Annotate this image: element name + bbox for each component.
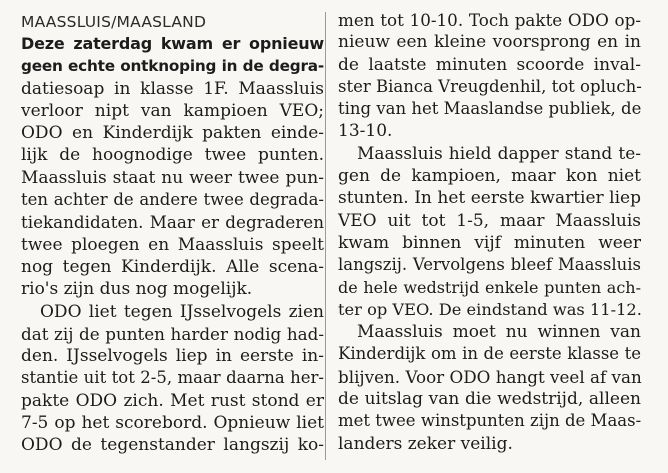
column-divider [325,12,326,460]
text-line: ODO liet tegen IJsselvogels zien [40,301,324,322]
text-line: stantie uit tot 2-5, maar daarna her- [21,368,324,388]
text-line: gen de kampioen, maar kon niet [338,166,641,187]
text-line: nieuw een kleine voorsprong en in [338,32,641,53]
text-line: verloor nipt van kampioen VEO; [21,100,324,121]
paragraph-intro [21,78,324,301]
text-line: twee ploegen en Maassluis speelt [21,234,324,255]
text-line: de hele wedstrijd enkele punten ach- [338,277,641,297]
paragraph-maassluis-veo [338,143,641,321]
paragraph-outlook [338,321,641,455]
text-line: datiesoap in klasse 1F. Maassluis [21,78,324,99]
article-left-column [21,11,324,457]
text-line: ster Bianca Vreugdenhil, tot opluch- [338,76,642,96]
lead-line: geen echte ontknoping in de degra- [21,57,324,76]
text-line: de laatste minuten scoorde inval- [338,54,641,75]
text-line: ter op VEO. De eindstand was 11-12. [338,299,642,319]
text-line: ODO en Kinderdijk pakten einde- [21,123,324,144]
paragraph-odo-ijsselvogels [21,301,324,457]
text-line: met twee winstpunten zijn de Maas- [338,411,642,431]
text-line: blijven. Voor ODO hangt veel af van [338,366,642,387]
text-line: 13-10. [338,121,393,142]
text-line: VEO uit tot 1-5, maar Maassluis [338,210,641,231]
text-line: ten achter de andere twee degrada- [21,190,324,210]
paragraph-odo-continued [338,9,641,143]
text-line: 7-5 op het scorebord. Opnieuw liet [21,413,324,434]
text-line: lijk de hoognodige twee punten. [21,145,324,166]
text-line: men tot 10-10. Toch pakte ODO op- [338,10,641,30]
text-line: stunten. In het eerste kwartier liep [338,188,641,209]
text-line: Kinderdijk om in de eerste klasse te [338,344,641,364]
article-kicker: MAASSLUIS/MAASLAND [21,13,207,31]
article-right-column [338,9,641,455]
text-line: nog tegen Kinderdijk. Alle scena- [21,256,324,277]
text-line: ODO de tegenstander langszij ko- [21,435,324,456]
text-line: den. IJsselvogels liep in eerste in- [21,346,324,367]
text-line: kwam binnen vijf minuten weer [338,232,641,253]
text-line: dat zij de punten harder nodig had- [21,323,324,344]
text-line: rio's zijn dus nog mogelijk. [21,279,253,300]
text-line: Maassluis hield dapper stand te- [357,143,641,164]
text-line: landers zeker veilig. [338,433,513,454]
text-line: Maassluis moet nu winnen van [357,322,641,343]
text-line: ting van het Maaslandse publiek, de [338,99,642,119]
lead-line: Deze zaterdag kwam er opnieuw [21,34,324,53]
text-line: tiekandidaten. Maar er degraderen [21,212,324,233]
text-line: de uitslag van die wedstrijd, alleen [338,389,641,410]
text-line: pakte ODO zich. Met rust stond er [21,390,324,411]
article-lead [21,33,324,78]
text-line: langszij. Vervolgens bleef Maassluis [338,255,641,275]
text-line: Maassluis staat nu weer twee pun- [21,167,324,188]
